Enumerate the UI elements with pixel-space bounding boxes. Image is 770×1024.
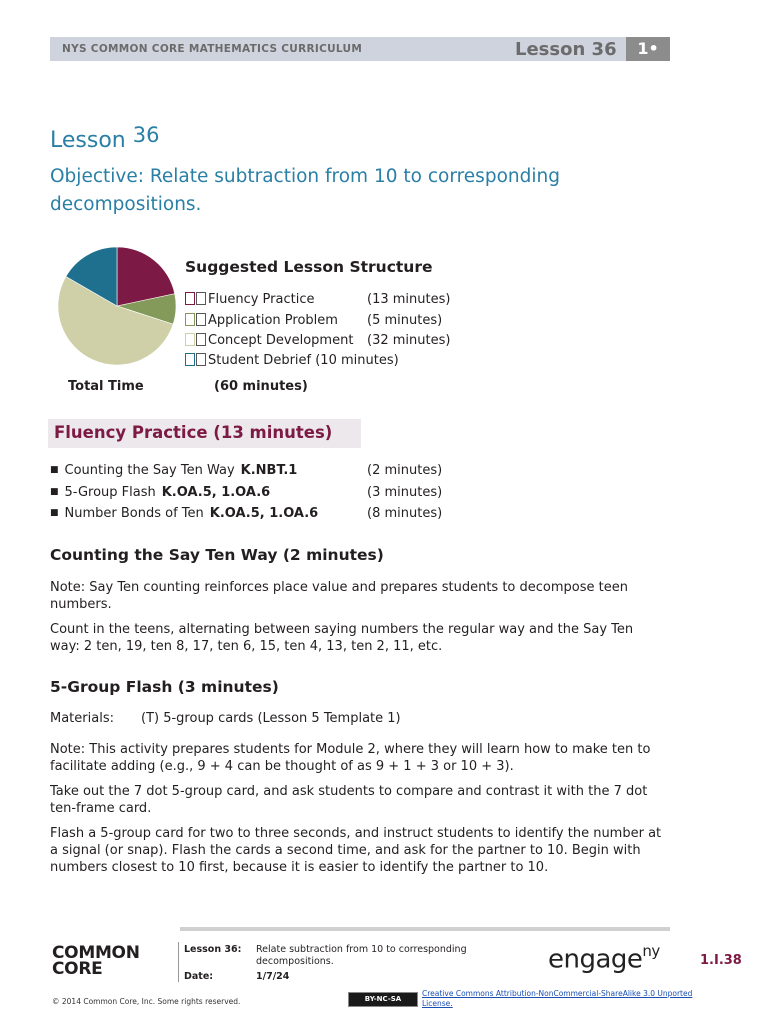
fluency-heading: Fluency Practice (13 minutes)	[54, 423, 333, 442]
engage-ny-logo	[548, 944, 660, 975]
footer-date-value: 1/7/24	[256, 971, 290, 982]
bullet-icon: ■	[50, 508, 59, 518]
materials-label: Materials:	[50, 711, 114, 726]
structure-item-application	[185, 313, 443, 328]
logo-line: COMMON	[52, 943, 140, 963]
structure-item-label: Application Problem	[208, 313, 338, 328]
grade-badge: 1•	[626, 37, 670, 61]
lesson-title-number: 36	[132, 123, 160, 147]
say-ten-note: Note: Say Ten counting reinforces place value and prepares students to decompose teen numbers.	[50, 580, 628, 612]
structure-item-label: Concept Development	[208, 333, 354, 348]
footer-rule	[180, 927, 670, 931]
bullet-icon: ■	[50, 487, 59, 497]
footer-date-label: Date:	[184, 971, 214, 982]
logo-line: CORE	[52, 959, 103, 979]
footer-lesson-value: Relate subtraction from 10 to corresponding decompositions.	[256, 944, 467, 967]
cc-badge-text: BY-NC-SA	[364, 995, 402, 1003]
total-time-label: Total Time	[68, 379, 144, 394]
structure-box-icon	[196, 292, 206, 305]
structure-color-box	[185, 333, 195, 346]
engage-sup: ny	[642, 942, 660, 960]
common-core-logo	[52, 945, 140, 977]
materials-line	[50, 710, 665, 727]
structure-box-icon	[196, 313, 206, 326]
structure-color-box	[185, 292, 195, 305]
structure-item-debrief	[185, 353, 399, 368]
structure-item-concept	[185, 333, 451, 348]
structure-color-box	[185, 313, 195, 326]
page-number: 1.I.38	[700, 953, 742, 968]
five-group-paragraph: Take out the 7 dot 5-group card, and ask students to compare and contrast it with the 7 dot ten-frame card.	[50, 784, 648, 816]
structure-color-box	[185, 353, 195, 366]
fluency-item-standard: K.OA.5, 1.OA.6	[209, 506, 319, 521]
fluency-item-label: Number Bonds of Ten	[64, 506, 204, 521]
five-group-note: Note: This activity prepares students for Module 2, where they will learn how to make ten to facilitate adding (e.g., 9 + 4 can be thought of as 9 + 1 + 3 or 10 + 3).	[50, 742, 651, 774]
total-time-value: (60 minutes)	[214, 379, 308, 394]
footer-lesson-label: Lesson 36:	[184, 944, 242, 955]
bullet-icon: ■	[50, 465, 59, 475]
structure-item-time: (32 minutes)	[367, 333, 451, 348]
fluency-item	[50, 485, 443, 500]
structure-item-label: Student Debrief (10 minutes)	[208, 353, 399, 368]
structure-box-icon	[196, 333, 206, 346]
structure-item-time: (5 minutes)	[367, 313, 443, 328]
structure-heading: Suggested Lesson Structure	[185, 258, 433, 276]
header-lesson-label: Lesson 36	[515, 39, 617, 60]
fluency-item-time: (8 minutes)	[367, 506, 443, 521]
fluency-item-standard: K.NBT.1	[240, 463, 298, 478]
materials-value: (T) 5-group cards (Lesson 5 Template 1)	[141, 711, 401, 726]
say-ten-body: Count in the teens, alternating between saying numbers the regular way and the Say Ten way: 2 ten, 19, ten 8, 17, ten 6, 15, ten 4, 13, ten 2, 11, etc.	[50, 622, 634, 654]
footer-divider	[178, 942, 179, 982]
cc-license-badge	[348, 992, 418, 1007]
say-ten-heading: Counting the Say Ten Way (2 minutes)	[50, 546, 384, 564]
fluency-item-time: (3 minutes)	[367, 485, 443, 500]
engage-text: engage	[548, 944, 643, 975]
five-group-paragraph: Flash a 5-group card for two to three seconds, and instruct students to identify the number at a signal (or snap). Flash the cards a second time, and ask for the partner to 10. Begin with numbers closest to 10 first, because it is easier to identify the partner to 10.	[50, 826, 662, 875]
lesson-time-pie	[57, 246, 177, 366]
fluency-item-time: (2 minutes)	[367, 463, 443, 478]
fluency-item	[50, 506, 443, 521]
structure-box-icon	[196, 353, 206, 366]
fluency-item-label: 5-Group Flash	[64, 485, 156, 500]
lesson-title-word: Lesson	[50, 128, 126, 153]
five-group-heading: 5-Group Flash (3 minutes)	[50, 678, 279, 696]
fluency-item-standard: K.OA.5, 1.OA.6	[161, 485, 271, 500]
license-link[interactable]: Creative Commons Attribution-NonCommercial-ShareAlike 3.0 Unported License.	[422, 989, 693, 1008]
lesson-title	[50, 123, 160, 153]
fluency-item-label: Counting the Say Ten Way	[64, 463, 235, 478]
structure-item-time: (13 minutes)	[367, 292, 451, 307]
copyright: © 2014 Common Core, Inc. Some rights reserved.	[52, 997, 241, 1006]
curriculum-title: NYS COMMON CORE MATHEMATICS CURRICULUM	[62, 43, 363, 55]
structure-item-label: Fluency Practice	[208, 292, 315, 307]
structure-item-fluency	[185, 292, 451, 307]
lesson-objective: Objective: Relate subtraction from 10 to corresponding decompositions.	[50, 166, 560, 215]
fluency-item	[50, 463, 443, 478]
